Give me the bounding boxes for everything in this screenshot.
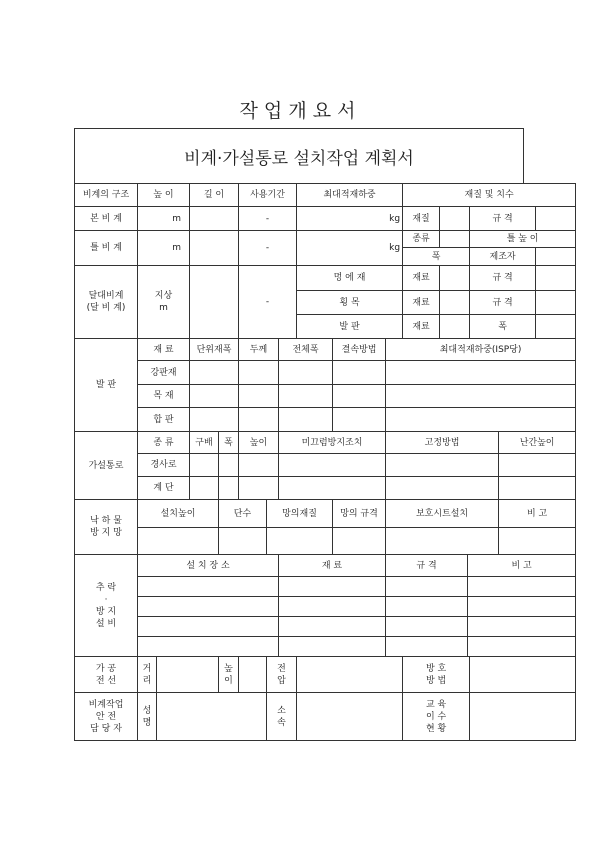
walkway-header-row xyxy=(75,432,576,454)
single-frame-height-label: 틀 높 이 xyxy=(470,231,576,248)
suspended-material-cell-3[interactable] xyxy=(440,315,470,339)
walkway-cell[interactable] xyxy=(499,454,576,477)
fall-net-cell[interactable] xyxy=(499,528,576,555)
single-kind-cell[interactable] xyxy=(440,231,470,248)
fall-prevention-cell[interactable] xyxy=(279,617,386,637)
height-header: 높 이 xyxy=(138,184,190,207)
power-line-label: 가 공 전 선 xyxy=(75,657,138,693)
footboard-row-label: 강판재 xyxy=(138,361,190,385)
fall-prevention-cell[interactable] xyxy=(468,637,576,657)
fall-prevention-header-location: 설 치 장 소 xyxy=(138,555,279,577)
suspended-spec-cell-3[interactable] xyxy=(536,315,576,339)
safety-manager-label: 비계작업 안 전 담 당 자 xyxy=(75,693,138,741)
walkway-cell[interactable] xyxy=(219,477,239,500)
fall-prevention-cell[interactable] xyxy=(386,597,468,617)
suspended-material-cell-1[interactable] xyxy=(440,266,470,291)
safety-name-cell[interactable] xyxy=(157,693,267,741)
suspended-spec-label-2: 규 격 xyxy=(470,291,536,315)
suspended-spec-cell-2[interactable] xyxy=(536,291,576,315)
walkway-cell[interactable] xyxy=(279,477,386,500)
power-distance-label: 거 리 xyxy=(138,657,157,693)
footboard-cell[interactable] xyxy=(279,385,333,408)
plan-form-table xyxy=(74,183,576,741)
single-period-cell[interactable]: - xyxy=(239,231,297,266)
power-height-label: 높 이 xyxy=(219,657,239,693)
footboard-header-row xyxy=(75,339,576,361)
safety-education-cell[interactable] xyxy=(470,693,576,741)
footboard-cell[interactable] xyxy=(190,361,239,385)
fall-prevention-cell[interactable] xyxy=(468,617,576,637)
safety-affiliation-cell[interactable] xyxy=(297,693,403,741)
walkway-row-ramp xyxy=(75,454,576,477)
main-period-cell[interactable]: - xyxy=(239,207,297,231)
main-height-cell[interactable]: m xyxy=(138,207,190,231)
footboard-cell[interactable] xyxy=(190,408,239,432)
fall-net-cell[interactable] xyxy=(219,528,267,555)
power-height-cell[interactable] xyxy=(239,657,267,693)
walkway-header-type: 종 류 xyxy=(138,432,190,454)
safety-education-label: 교 육 이 수 현 황 xyxy=(403,693,470,741)
fall-net-data-row xyxy=(75,528,576,555)
footboard-cell[interactable] xyxy=(386,408,576,432)
fall-prevention-cell[interactable] xyxy=(386,617,468,637)
fall-net-cell[interactable] xyxy=(267,528,333,555)
fall-prevention-cell[interactable] xyxy=(386,637,468,657)
max-load-header: 최대적재하중 xyxy=(297,184,403,207)
footboard-cell[interactable] xyxy=(333,361,386,385)
single-height-cell[interactable]: m xyxy=(138,231,190,266)
power-line-row xyxy=(75,657,576,693)
walkway-cell[interactable] xyxy=(190,477,219,500)
fall-net-cell[interactable] xyxy=(333,528,386,555)
footboard-cell[interactable] xyxy=(239,361,279,385)
power-protection-label: 방 호 방 법 xyxy=(403,657,470,693)
footboard-header-thickness: 두께 xyxy=(239,339,279,361)
fall-prevention-cell[interactable] xyxy=(468,577,576,597)
fall-net-header-sheet: 보호시트설치 xyxy=(386,500,499,528)
power-distance-cell[interactable] xyxy=(157,657,219,693)
suspended-period-cell[interactable]: - xyxy=(239,266,297,339)
walkway-cell[interactable] xyxy=(386,477,499,500)
single-maker-label: 제조자 xyxy=(470,248,536,266)
fall-net-header-spec: 망의 규격 xyxy=(333,500,386,528)
suspended-spec-label-1: 규 격 xyxy=(470,266,536,291)
fall-prevention-cell[interactable] xyxy=(138,577,279,597)
fall-prevention-row xyxy=(75,637,576,657)
footboard-cell[interactable] xyxy=(279,361,333,385)
main-scaffold-label: 본 비 계 xyxy=(75,207,138,231)
safety-name-label: 성 명 xyxy=(138,693,157,741)
walkway-header-antislip: 미끄럼방지조치 xyxy=(279,432,386,454)
power-protection-cell[interactable] xyxy=(470,657,576,693)
fall-net-header-stages: 단수 xyxy=(219,500,267,528)
structure-type-header: 비계의 구조 xyxy=(75,184,138,207)
fall-prevention-cell[interactable] xyxy=(279,637,386,657)
walkway-cell[interactable] xyxy=(239,454,279,477)
fall-prevention-header-row xyxy=(75,555,576,577)
walkway-header-slope: 구배 xyxy=(190,432,219,454)
walkway-cell[interactable] xyxy=(386,454,499,477)
footboard-cell[interactable] xyxy=(239,385,279,408)
walkway-header-fixing: 고정방법 xyxy=(386,432,499,454)
main-load-cell[interactable]: kg xyxy=(297,207,403,231)
suspended-material-cell-2[interactable] xyxy=(440,291,470,315)
main-material-label: 재질 xyxy=(403,207,440,231)
main-spec-cell[interactable] xyxy=(536,207,576,231)
fall-prevention-cell[interactable] xyxy=(138,617,279,637)
fall-prevention-header-material: 재 료 xyxy=(279,555,386,577)
footboard-row-wood xyxy=(75,385,576,408)
period-header: 사용기간 xyxy=(239,184,297,207)
main-spec-label: 규 격 xyxy=(470,207,536,231)
footboard-row-label: 합 판 xyxy=(138,408,190,432)
walkway-row-label: 계 단 xyxy=(138,477,190,500)
walkway-cell[interactable] xyxy=(219,454,239,477)
suspended-material-label-2: 재료 xyxy=(403,291,440,315)
single-length-cell[interactable] xyxy=(190,231,239,266)
walkway-header-height: 높이 xyxy=(239,432,279,454)
footboard-header-binding: 결속방법 xyxy=(333,339,386,361)
footboard-label: 발 판 xyxy=(75,339,138,432)
main-material-cell[interactable] xyxy=(440,207,470,231)
footboard-cell[interactable] xyxy=(333,408,386,432)
fall-net-cell[interactable] xyxy=(386,528,499,555)
suspended-part-2: 횡 목 xyxy=(297,291,403,315)
fall-prevention-cell[interactable] xyxy=(279,597,386,617)
fall-prevention-header-spec: 규 격 xyxy=(386,555,468,577)
fall-net-header-height: 설치높이 xyxy=(138,500,219,528)
walkway-header-width: 폭 xyxy=(219,432,239,454)
footboard-cell[interactable] xyxy=(239,408,279,432)
safety-manager-row xyxy=(75,693,576,741)
fall-prevention-row xyxy=(75,597,576,617)
suspended-height-cell[interactable]: 지상 m xyxy=(138,266,190,339)
footboard-header-max-load: 최대적재하중(ISP당) xyxy=(386,339,576,361)
fall-net-label: 낙 하 물 방 지 망 xyxy=(75,500,138,555)
walkway-label: 가설통로 xyxy=(75,432,138,500)
walkway-header-rail-height: 난간높이 xyxy=(499,432,576,454)
walkway-row-label: 경사로 xyxy=(138,454,190,477)
walkway-cell[interactable] xyxy=(190,454,219,477)
fall-net-cell[interactable] xyxy=(138,528,219,555)
footboard-cell[interactable] xyxy=(190,385,239,408)
suspended-label: 달대비계 (달 비 계) xyxy=(75,266,138,339)
fall-prevention-row xyxy=(75,617,576,637)
walkway-cell[interactable] xyxy=(499,477,576,500)
footboard-cell[interactable] xyxy=(386,385,576,408)
single-scaffold-label: 틀 비 계 xyxy=(75,231,138,266)
fall-prevention-cell[interactable] xyxy=(386,577,468,597)
suspended-material-label-1: 재료 xyxy=(403,266,440,291)
form-title: 비계·가설통로 설치작업 계획서 xyxy=(74,128,524,184)
fall-prevention-cell[interactable] xyxy=(138,637,279,657)
single-scaffold-row-1 xyxy=(75,231,576,248)
length-header: 길 이 xyxy=(190,184,239,207)
suspended-spec-label-3: 폭 xyxy=(470,315,536,339)
footboard-header-material: 재 료 xyxy=(138,339,190,361)
footboard-row-steel xyxy=(75,361,576,385)
suspended-length-cell[interactable] xyxy=(190,266,239,339)
fall-prevention-cell[interactable] xyxy=(279,577,386,597)
suspended-part-3: 발 판 xyxy=(297,315,403,339)
footboard-cell[interactable] xyxy=(333,385,386,408)
main-length-cell[interactable] xyxy=(190,207,239,231)
footboard-cell[interactable] xyxy=(279,408,333,432)
page-title: 작 업 개 요 서 xyxy=(239,100,356,122)
single-width-label: 폭 xyxy=(403,248,470,266)
single-kind-label: 종류 xyxy=(403,231,440,248)
fall-prevention-cell[interactable] xyxy=(138,597,279,617)
footboard-header-unit-width: 단위재폭 xyxy=(190,339,239,361)
safety-affiliation-label: 소 속 xyxy=(267,693,297,741)
suspended-spec-cell-1[interactable] xyxy=(536,266,576,291)
footboard-row-label: 목 재 xyxy=(138,385,190,408)
suspended-material-label-3: 재료 xyxy=(403,315,440,339)
single-load-cell[interactable]: kg xyxy=(297,231,403,266)
fall-net-header-remarks: 비 고 xyxy=(499,500,576,528)
fall-prevention-row xyxy=(75,577,576,597)
walkway-cell[interactable] xyxy=(279,454,386,477)
fall-prevention-label: 추 락 · 방 지 설 비 xyxy=(75,555,138,657)
walkway-row-stairs xyxy=(75,477,576,500)
walkway-cell[interactable] xyxy=(239,477,279,500)
power-voltage-label: 전 압 xyxy=(267,657,297,693)
footboard-cell[interactable] xyxy=(386,361,576,385)
single-maker-cell[interactable] xyxy=(536,248,576,266)
suspended-row-1 xyxy=(75,266,576,291)
footboard-header-total-width: 전체폭 xyxy=(279,339,333,361)
footboard-row-plywood xyxy=(75,408,576,432)
suspended-part-1: 멍 에 재 xyxy=(297,266,403,291)
fall-net-header-material: 망의재질 xyxy=(267,500,333,528)
fall-net-header-row xyxy=(75,500,576,528)
structure-header-row xyxy=(75,184,576,207)
fall-prevention-cell[interactable] xyxy=(468,597,576,617)
material-dims-header: 재질 및 치수 xyxy=(403,184,576,207)
main-scaffold-row xyxy=(75,207,576,231)
power-voltage-cell[interactable] xyxy=(297,657,403,693)
fall-prevention-header-remarks: 비 고 xyxy=(468,555,576,577)
